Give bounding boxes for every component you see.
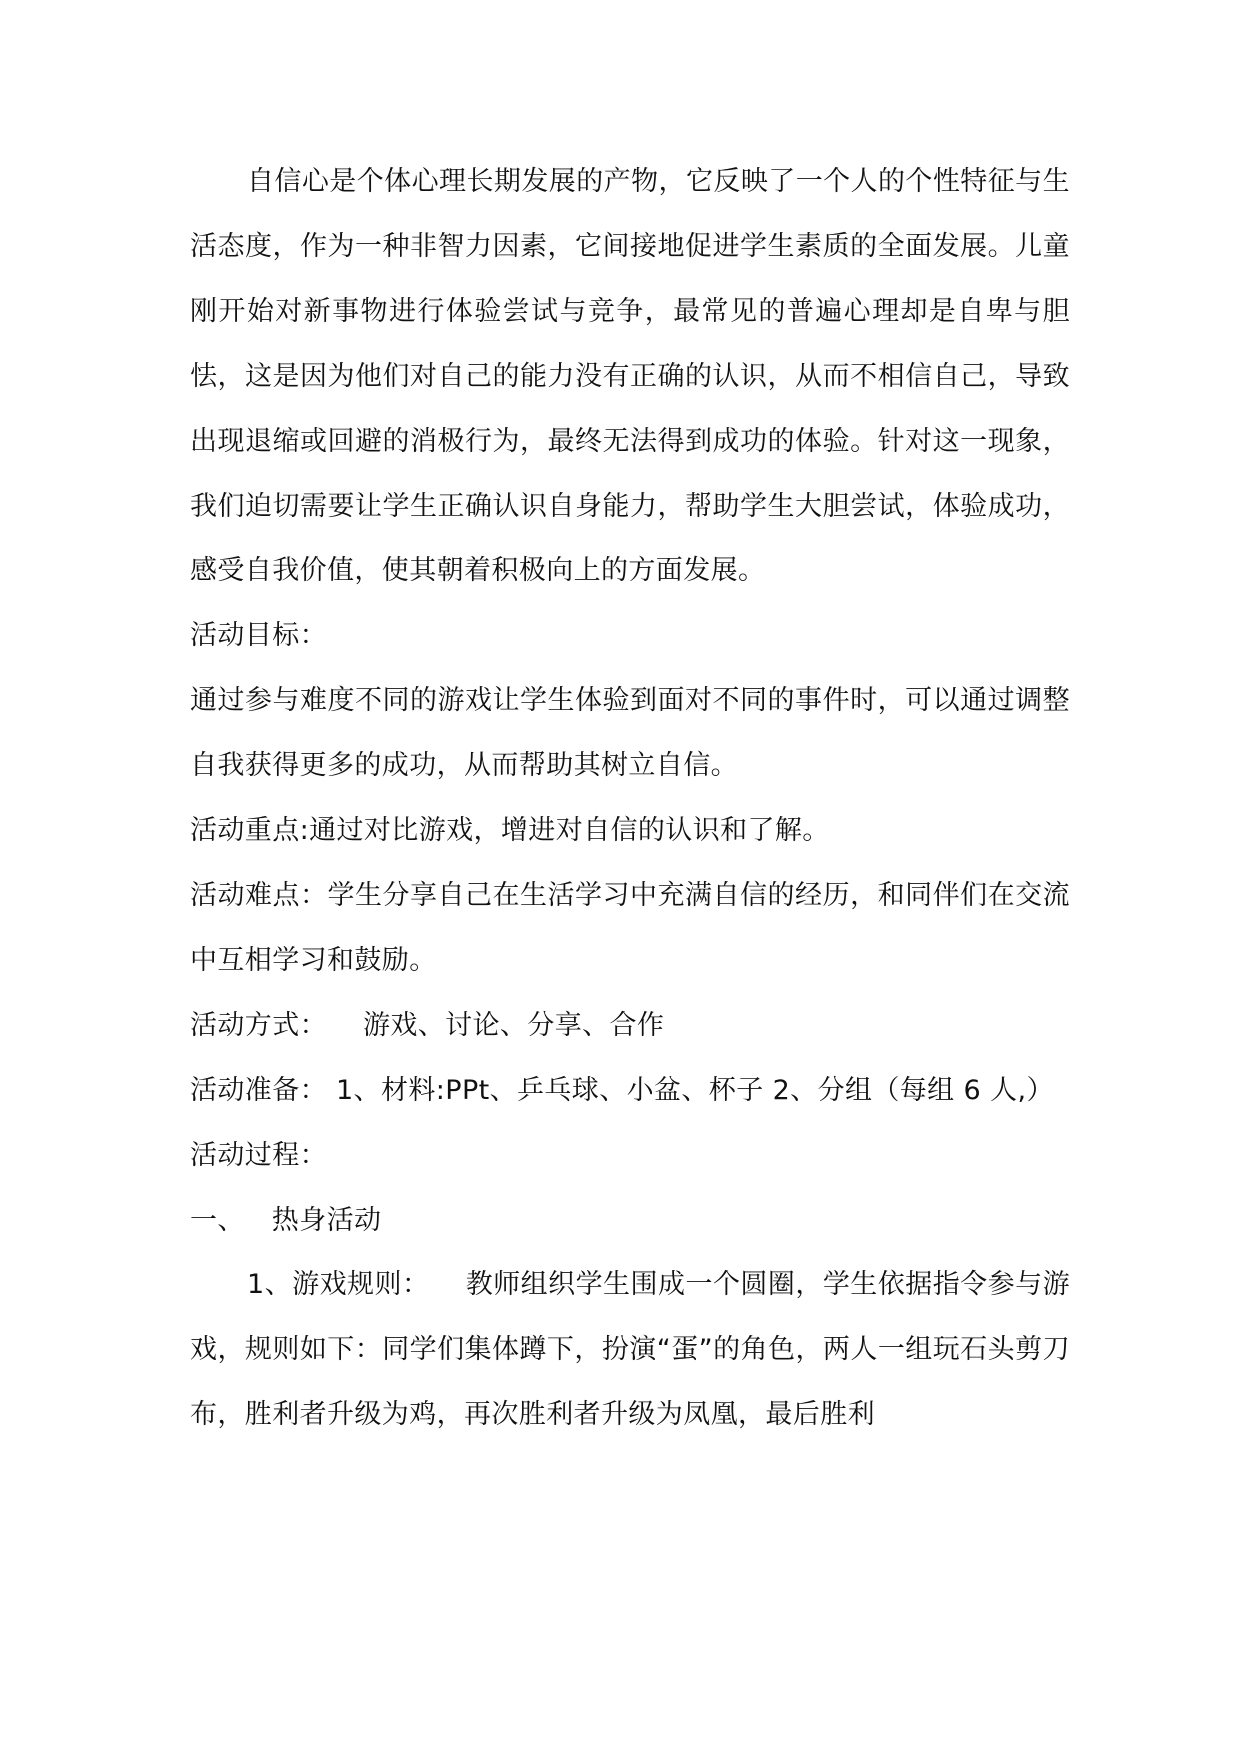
difficulty-paragraph: 活动难点：学生分享自己在生活学习中充满自信的经历，和同伴们在交流中互相学习和鼓励。 — [190, 879, 1070, 976]
rule-paragraph — [190, 1253, 1070, 1448]
method-text: 游戏、讨论、分享、合作 — [362, 1009, 665, 1041]
method-line — [190, 994, 1070, 1059]
document-body — [190, 150, 1070, 1448]
goal-paragraph: 通过参与难度不同的游戏让学生体验到面对不同的事件时，可以通过调整自我获得更多的成功，从而帮助其树立自信。 — [190, 685, 1070, 782]
goal-label: 活动目标： — [190, 620, 327, 652]
section-title: 热身活动 — [271, 1204, 382, 1236]
method-label: 活动方式： — [190, 1009, 327, 1041]
focus-paragraph: 活动重点:通过对比游戏，增进对自信的认识和了解。 — [190, 815, 830, 847]
process-label: 活动过程： — [190, 1139, 327, 1171]
intro-paragraph: 自信心是个体心理长期发展的产物，它反映了一个人的个性特征与生活态度，作为一种非智力因素，它间接地促进学生素质的全面发展。儿童刚开始对新事物进行体验尝试与竞争，最常见的普遍心理却是自卑与胆怯，这是因为他们对自己的能力没有正确的认识，从而不相信自己，导致出现退缩或回避的消极行为，最终无法得到成功的体验。针对这一现象，我们迫切需要让学生正确认识自身能力，帮助学生大胆尝试，体验成功，感受自我价值，使其朝着积极向上的方面发展。 — [190, 166, 1070, 587]
section-number: 一、 — [190, 1204, 245, 1236]
section-heading-warmup — [190, 1189, 1070, 1254]
prep-paragraph: 活动准备： 1、材料:PPt、乒乓球、小盆、杯子 2、分组（每组 6 人,） — [190, 1074, 1054, 1106]
rule-label: 1、游戏规则： — [247, 1269, 430, 1301]
rule-text: 教师组织学生围成一个圆圈，学生依据指令参与游戏，规则如下：同学们集体蹲下，扮演“蛋”的角色，两人一组玩石头剪刀布，胜利者升级为鸡，再次胜利者升级为凤凰，最后胜利 — [190, 1269, 1070, 1431]
